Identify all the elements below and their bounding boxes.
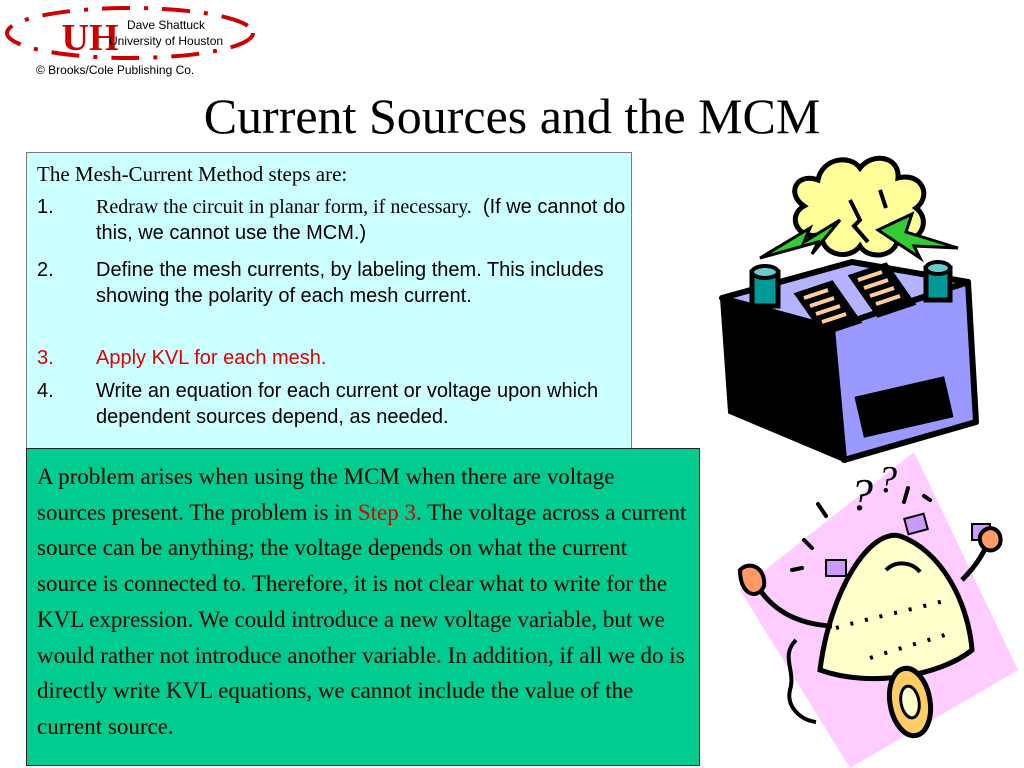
confused-character-icon (700, 440, 1020, 768)
battery-icon (700, 150, 1020, 470)
copyright-text: © Brooks/Cole Publishing Co. (36, 63, 195, 77)
step-text: Write an equation for each current or voltage upon which dependent sources depend, as needed. (96, 380, 599, 428)
uh-logo (0, 0, 260, 80)
svg-text:?: ? (850, 469, 873, 520)
step-text (96, 194, 626, 246)
step-text: Define the mesh currents, by labeling them. This includes showing the polarity of each mesh current. (96, 259, 604, 307)
step-text: Apply KVL for each mesh. (96, 347, 327, 369)
uh-logo-mark: UH (61, 17, 119, 59)
steps-intro: The Mesh-Current Method steps are: (37, 162, 348, 186)
step-3-highlight: Step 3 (357, 499, 417, 525)
step-number: 3. (37, 347, 54, 369)
step-1-lead: Redraw the circuit in planar form, if necessary. (96, 196, 472, 218)
step-1-rest: (If we cannot do this, we cannot use the MCM.) (96, 196, 626, 244)
step-number: 4. (37, 380, 54, 402)
mcm-steps-box (26, 152, 632, 452)
page-title: Current Sources and the MCM (203, 88, 821, 144)
problem-text-part1: A problem arises when using the MCM when there are voltage sources present. The problem is in (37, 464, 615, 525)
step-number: 2. (37, 259, 54, 281)
problem-description-box (26, 448, 700, 766)
problem-text-part2: . The voltage across a current source can be anything; the voltage depends on what the current source is connected to. Therefore, it is not clear what to write for the KVL expression. We could introduce a new voltage variable, but we would rather not introduce another variable. In addition, if all we do is directly write KVL equations, we cannot include the value of the current source. (37, 499, 687, 739)
author-name: Dave Shattuck (127, 18, 206, 32)
svg-text:?: ? (878, 459, 897, 501)
university-name: University of Houston (109, 34, 224, 48)
step-number: 1. (37, 196, 54, 218)
